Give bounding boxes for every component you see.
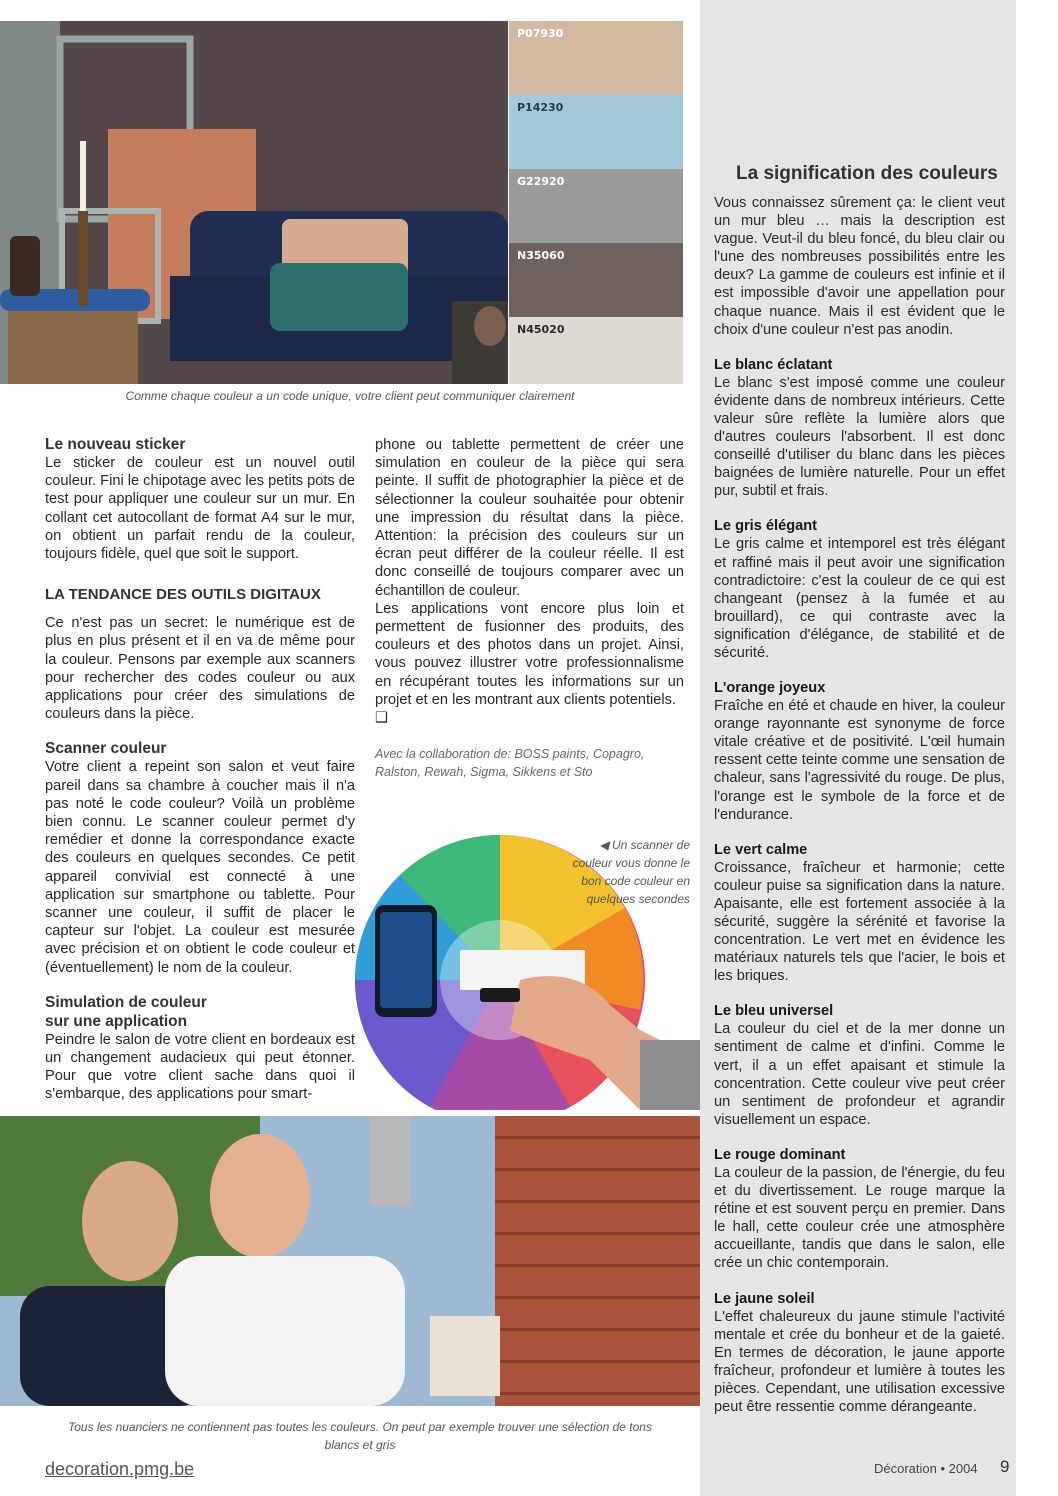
color-meaning-grey	[714, 517, 1005, 662]
color-meaning-red	[714, 1146, 1005, 1273]
sidebar-title: La signification des couleurs	[736, 163, 998, 184]
color-meaning-body: Le gris calme et intemporel est très élégant et raffiné mais il peut avoir une signification contradictoire: c'est la couleur de ce qui est changeant (pensez à la fumée et au brouillard), ce qui contraste avec la signification d'élégance, de stabilité et de sécurité.	[714, 536, 1005, 661]
color-meaning-body: Fraîche en été et chaude en hiver, la couleur orange rayonnante est synonyme de force vitale créative et de positivité. L'œil humain ressent cette teinte comme une sensation de chaleur, sans l'agressivité du rouge. De plus, l'orange est le symbole de la force et de l'endurance.	[714, 698, 1005, 823]
section-body: Ce n'est pas un secret: le numérique est de plus en plus présent et il en va de même pour la couleur. Pensons par exemple aux scanners pour rechercher des codes couleur ou aux applications pour créer des simulations de couleurs dans la pièce.	[45, 615, 355, 723]
swatch-4	[509, 243, 683, 317]
color-meaning-body: Croissance, fraîcheur et harmonie; cette couleur puise sa signification dans la nature. Apaisante, elle est fortement associée à la sécurité, suggère la sérénité et favorise la concentration. Le vert met en évidence les matériaux naturels tels que l'acier, le bois et les briques.	[714, 859, 1005, 985]
section-heading-line-2: sur une application	[45, 1012, 188, 1030]
color-meaning-body: La couleur de la passion, de l'énergie, du feu et du divertissement. Le rouge marque la rétine et est souvent perçu en premier. Dans le hall, cette couleur crée une atmosphère accueillante, tandis que dans le salon, elle crée un chic contemporain.	[714, 1164, 1005, 1272]
section-body: Peindre le salon de votre client en bordeaux est un changement audacieux qui peut étonner. Pour que votre client sache dans quoi il s'embarque, des applications pour smart-	[45, 1031, 355, 1103]
end-mark: ❑	[375, 710, 389, 727]
sidebar-content	[714, 163, 1005, 1416]
sidebar-intro: Vous connaissez sûrement ça: le client veut un mur bleu … mais la description est vague. Veut-il du bleu foncé, du bleu clair ou l'une des nombreuses possibilités entre les deux? La gamme de couleurs est infinie et il est impossible d'avoir une appellation pour chaque nuance. Mais il est évident que le choix d'une couleur n'est pas anodin.	[714, 195, 1005, 338]
bottom-photo-caption: Tous les nuanciers ne contiennent pas toutes les couleurs. On peut par exemple trouver une sélection de tons blancs et gris	[68, 1420, 652, 1452]
room-illustration	[0, 21, 508, 384]
color-meaning-white	[714, 356, 1005, 501]
article-column-1	[45, 435, 355, 1104]
swatch-2	[509, 95, 683, 169]
scanner-caption: ◀ Un scanner de couleur vous donne le bon code couleur en quelques secondes	[572, 838, 690, 906]
swatch-code: P07930	[517, 27, 564, 40]
swatch-code: N35060	[517, 249, 565, 262]
top-photo-caption: Comme chaque couleur a un code unique, votre client peut communiquer clairement	[125, 389, 575, 403]
color-meaning-title: Le bleu universel	[714, 1003, 834, 1020]
room-photo	[0, 21, 508, 384]
color-meaning-title: Le jaune soleil	[714, 1290, 815, 1307]
swatch-5	[509, 317, 683, 384]
section-heading: LA TENDANCE DES OUTILS DIGITAUX	[45, 586, 321, 604]
section-body: Les applications vont encore plus loin et permettent de fusionner des produits, des couleurs et des photos dans un projet. Ainsi, vous pouvez illustrer votre professionnalisme en récupérant toutes les informations sur un projet et en les montrant aux clients potentiels.	[375, 600, 684, 708]
color-meaning-blue	[714, 1002, 1005, 1129]
color-meaning-green	[714, 841, 1005, 986]
color-meaning-title: L'orange joyeux	[714, 680, 826, 697]
swatch-code: N45020	[517, 323, 565, 336]
color-meaning-title: Le vert calme	[714, 841, 808, 858]
swatch-1	[509, 21, 683, 95]
section-body: Votre client a repeint son salon et veut faire pareil dans sa chambre à coucher mais il n'a pas noté le code couleur? Voilà un problème bien connu. Le scanner couleur permet d'y remédier et donne la correspondance exacte des couleurs en quelques secondes. Ce petit appareil convivial est connecté à une application sur smartphone ou tablette. Pour scanner une couleur, il suffit de placer le capteur sur l'objet. La couleur est mesurée avec précision et on obtient le code couleur et (éventuellement) le nom de la couleur.	[45, 759, 355, 976]
section-body: Le sticker de couleur est un nouvel outil couleur. Fini le chipotage avec les petits pots de test pour appliquer une couleur sur un mur. En collant cet autocollant de format A4 sur le mur, on obtient un parfait rendu de la couleur, toujours fidèle, quel que soit le support.	[45, 455, 355, 563]
swatch-3	[509, 169, 683, 243]
color-meaning-body: La couleur du ciel et de la mer donne un sentiment de calme et d'infini. Comme le vert, il a un effet apaisant et stimule la concentration. Cette couleur vive peut créer un sentiment de profondeur et agrandir visuellement un espace.	[714, 1021, 1005, 1128]
men-brick-wall-illustration	[0, 1116, 700, 1406]
swatch-code: G22920	[517, 175, 565, 188]
color-meaning-title: Le rouge dominant	[714, 1146, 846, 1163]
section-body: phone ou tablette permettent de créer une simulation en couleur de la pièce qui sera peinte. Il suffit de photographier la pièce et de sélectionner la couleur souhaitée pour obtenir une impression du résultat dans la pièce. Attention: la précision des couleurs sur un écran peut différer de la couleur réelle. Il est donc conseillé de toujours comparer avec un échantillon de couleur.	[375, 437, 684, 599]
publication-label: Décoration • 2004	[874, 1461, 978, 1476]
credit-line: Avec la collaboration de: BOSS paints, Copagro, Ralston, Rewah, Sigma, Sikkens et Sto	[375, 747, 645, 780]
swatch-code: P14230	[517, 101, 564, 114]
color-meaning-body: L'effet chaleureux du jaune stimule l'activité mentale et crée du bonheur et de la gaieté. En termes de décoration, le jaune apporte fraîcheur, profondeur et lumière à toutes les pièces. Cependant, une utilisation excessive peut être ressentie comme dérangeante.	[714, 1308, 1005, 1415]
article-column-2	[375, 436, 684, 781]
page-number: 9	[1000, 1457, 1010, 1476]
bottom-photo	[0, 1116, 700, 1406]
color-meaning-yellow	[714, 1290, 1005, 1417]
section-heading: Simulation de couleur	[45, 993, 207, 1011]
color-meaning-title: Le gris élégant	[714, 518, 817, 535]
section-heading: Le nouveau sticker	[45, 436, 186, 453]
section-heading: Scanner couleur	[45, 740, 167, 758]
color-meaning-title: Le blanc éclatant	[714, 356, 833, 373]
color-meaning-body: Le blanc s'est imposé comme une couleur évidente dans de nombreux intérieurs. Cette valeur sûre reflète la lumière alors que d'autres couleurs l'absorbent. Il est donc conseillé d'utiliser du blanc dans les pièces baignées de lumière naturelle. Pour un effet pur, subtil et frais.	[714, 374, 1005, 500]
website-link[interactable]: decoration.pmg.be	[45, 1459, 195, 1479]
color-meaning-orange	[714, 679, 1005, 824]
